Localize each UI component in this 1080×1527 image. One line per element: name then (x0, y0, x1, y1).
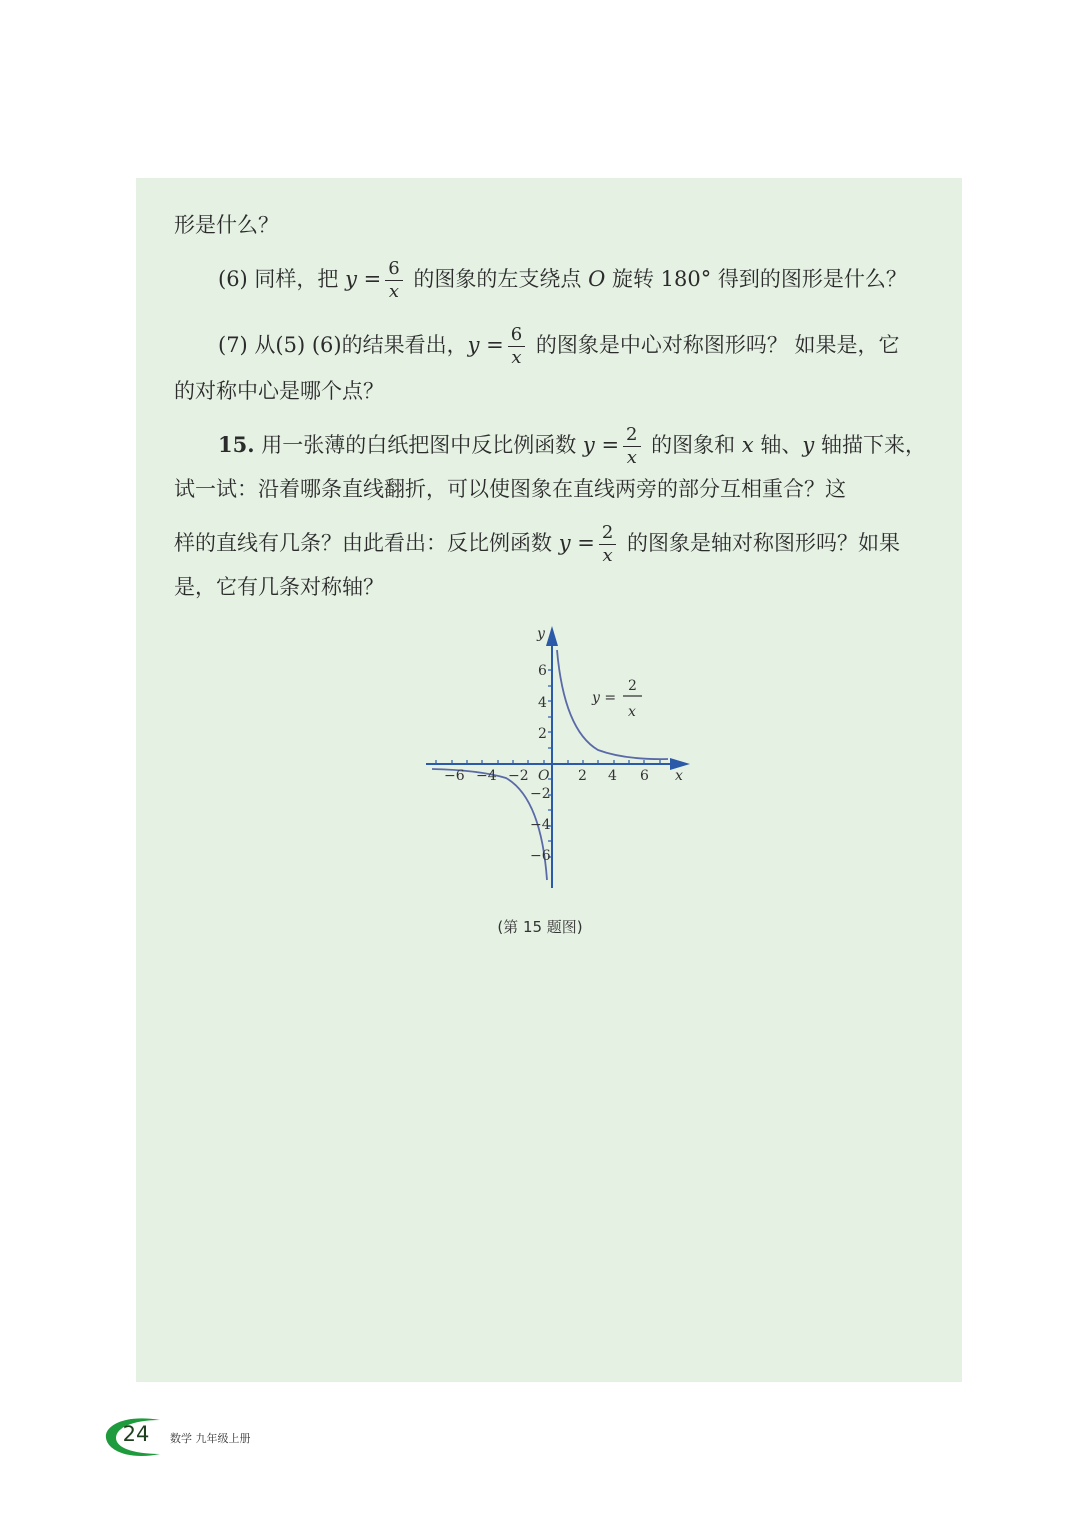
line-4-text: 的对称中心是哪个点？ (174, 379, 384, 403)
q7-denominator: x (511, 347, 522, 368)
q7-part-a: (7) 从(5) (6)的结果看出， (218, 333, 468, 357)
q6-y-eq: y = (345, 267, 382, 291)
q15-denominator: x (626, 447, 637, 468)
line-7-numerator: 2 (599, 522, 616, 545)
y-axis-label: y (537, 626, 545, 642)
hyperbola-graph (420, 620, 700, 900)
text-line-4 (174, 376, 384, 406)
page-footer (104, 1416, 404, 1460)
line-7-fraction (599, 522, 616, 567)
y-tick-6: 6 (538, 663, 547, 679)
q15-y-var: y (802, 433, 815, 457)
line-1-text: 形是什么？ (174, 213, 279, 237)
origin-label: O (538, 768, 550, 784)
text-line-6 (174, 474, 846, 504)
q15-part-b: 的图象和 (644, 433, 742, 457)
q6-denominator: x (388, 281, 400, 302)
q6-point-o: O (588, 267, 606, 291)
y-tick-4: 4 (538, 695, 547, 711)
q6-fraction (385, 258, 402, 303)
curve-label: y = (592, 690, 617, 706)
x-tick-2: 2 (578, 768, 587, 784)
y-tick-neg6: −6 (530, 848, 551, 864)
line-7-part-b: 的图象是轴对称图形吗？如果 (620, 531, 900, 555)
q15-part-c: 轴、 (753, 433, 803, 457)
q7-numerator: 6 (508, 324, 525, 347)
question-15 (218, 424, 926, 469)
line-7-part-a: 样的直线有几条？由此看出：反比例函数 (174, 531, 559, 555)
q7-part-b: 的图象是中心对称图形吗？ 如果是，它 (529, 333, 900, 357)
x-tick-4: 4 (608, 768, 617, 784)
q7-y-eq: y = (467, 333, 504, 357)
x-tick-neg4: −4 (476, 768, 497, 784)
curve-label-numerator: 2 (628, 678, 637, 694)
q15-x-var: x (741, 433, 754, 457)
x-tick-neg6: −6 (444, 768, 465, 784)
q15-part-d: 轴描下来， (814, 433, 926, 457)
q15-numerator: 2 (623, 424, 640, 447)
q15-y-eq: y = (582, 433, 620, 457)
q15-fraction (623, 424, 640, 469)
x-tick-neg2: −2 (508, 768, 529, 784)
q6-part-b: 的图象的左支绕点 (406, 267, 589, 291)
y-axis-arrow-icon (546, 626, 558, 646)
line-7-denominator: x (602, 545, 613, 566)
y-tick-2: 2 (538, 726, 547, 742)
line-8-text: 是，它有几条对称轴？ (174, 575, 384, 599)
y-tick-neg2: −2 (530, 786, 551, 802)
book-title: 数学 九年级上册 (170, 1432, 251, 1445)
page-number: 24 (122, 1422, 150, 1446)
figure-caption: (第 15 题图) (497, 918, 583, 936)
q15-part-a: 用一张薄的白纸把图中反比例函数 (254, 433, 583, 457)
question-6 (218, 258, 907, 303)
text-line-7 (174, 522, 900, 567)
line-6-text: 试一试：沿着哪条直线翻折，可以使图象在直线两旁的部分互相重合？这 (174, 477, 846, 501)
question-7 (218, 324, 900, 369)
curve-label-denominator: x (628, 704, 636, 720)
y-tick-neg4: −4 (530, 817, 551, 833)
q6-part-c: 旋转 180° 得到的图形是什么？ (605, 267, 907, 291)
q7-fraction (508, 324, 525, 369)
line-7-y-eq: y = (558, 531, 595, 555)
x-axis-label: x (675, 768, 683, 784)
text-line-1 (174, 210, 279, 240)
text-line-8 (174, 572, 384, 602)
x-tick-6: 6 (640, 768, 649, 784)
q6-part-a: (6) 同样，把 (218, 267, 346, 291)
q6-numerator: 6 (385, 258, 402, 281)
q15-number: 15. (218, 432, 255, 457)
